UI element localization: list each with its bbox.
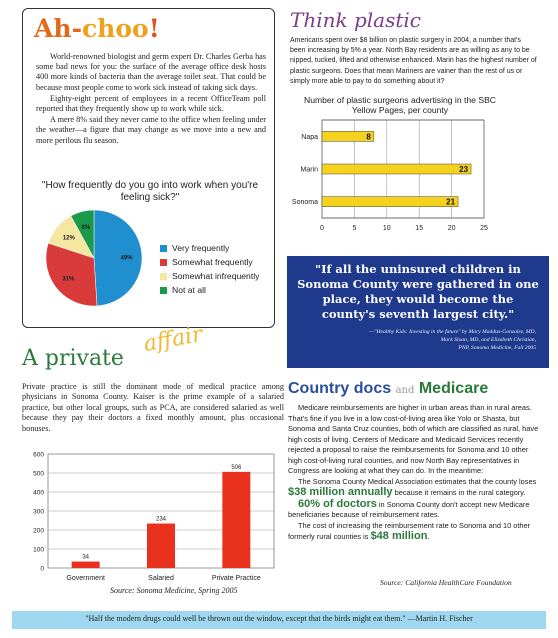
x-tick-label: 10 [382, 225, 391, 232]
pie-legend-item [160, 243, 229, 253]
pie-slice [94, 210, 142, 306]
bar-value-label: 34 [82, 554, 90, 561]
y-tick-label: 500 [33, 470, 44, 478]
y-tick-label: 100 [33, 546, 44, 554]
quote-source-line: Mark Sloan, MD, and Elizabeth Christian, [440, 337, 536, 343]
x-tick-label: 5 [352, 225, 357, 232]
legend-swatch [160, 273, 167, 280]
docs-source: Source: California HealthCare Foundation [380, 578, 512, 587]
x-tick-label: 15 [415, 225, 424, 232]
docs-title: Country docs and Medicare [288, 380, 489, 397]
y-tick-label: 300 [33, 508, 44, 516]
achoo-paragraph: World-renowned biologist and germ expert Dr. Charles Gerba has some bad news for you: the surface of the average office desk hosts 400 more kinds of bacteria than the average toilet seat. That could be because most people come to work sick instead of taking sick days. [36, 52, 266, 92]
bar-value-label: 8 [366, 132, 371, 142]
x-category-label: Salaried [148, 575, 174, 582]
y-tick-label: 600 [33, 451, 44, 459]
legend-label: Somewhat infrequently [172, 271, 260, 281]
affair-body: Private practice is still the dominant mode of medical practice among physicians in Sonoma County. Kaiser is the prime example of a salaried practice, but other local groups, such as PCA, are considered salaried as well because they pay their doctors a fixed monthly amount, plus occasional bonuses. [22, 382, 284, 433]
bar [147, 524, 175, 568]
docs-paragraph: 60% of doctors in Sonoma County don't accept new Medicare beneficiaries because of reimbursement rates. [288, 497, 530, 519]
plastic-surgeons-bar-chart [290, 118, 500, 238]
plastic-title: Think plastic [290, 8, 421, 32]
bar-value-label: 234 [155, 516, 167, 523]
x-category-label: Government [66, 575, 105, 582]
quote-text: "If all the uninsured children in Sonoma County were gathered in one place, they would become the county's seventh largest city." [297, 262, 539, 321]
pie-legend-item [160, 257, 253, 267]
y-tick-label: 400 [33, 489, 44, 497]
achoo-title: Ah-choo! [34, 14, 160, 43]
plastic-body: Americans spent over $8 billion on plastic surgery in 2004, a number that's been increasing by 5% a year. North Bay residents are as willing as any to be nipped, tucked, lifted and otherwise enhanced. Marin has the highest number of plastic surgeons. Does that mean Mariners are vainer than the rest of us or simply more able to pay to do something about it? [290, 37, 537, 85]
pie-chart [44, 208, 144, 308]
quote-source-line: —"Healthy Kids: Investing in the future" by Mary Maddux-Gonzalez, MD, [369, 329, 536, 335]
pie-chart-title: "How frequently do you go into work when you're feeling sick?" [41, 180, 259, 203]
y-tick-label: 200 [33, 527, 44, 535]
legend-swatch [160, 287, 167, 294]
pie-slice-label: 12% [62, 235, 75, 242]
legend-label: Very frequently [172, 243, 230, 253]
x-tick-label: 20 [447, 225, 456, 232]
x-tick-label: 0 [320, 225, 324, 232]
bar-value-label: 23 [459, 165, 469, 174]
y-tick-label: 0 [40, 565, 44, 573]
pie-slice-label: 49% [120, 255, 133, 262]
pie-slice-label: 8% [81, 224, 91, 231]
achoo-paragraph: Eighty-eight percent of employees in a recent OfficeTeam poll reported that they frequently show up to work while sick. [36, 93, 266, 114]
achoo-body [36, 52, 266, 147]
practice-bar-chart [18, 446, 282, 584]
affair-source: Source: Sonoma Medicine, Spring 2005 [110, 586, 238, 595]
y-category-label: Napa [301, 133, 318, 141]
docs-body [288, 403, 542, 543]
legend-swatch [160, 259, 167, 266]
bar [222, 472, 250, 568]
achoo-paragraph: A mere 8% said they never came to the office when feeling under the weather—a figure that may change as we move into a new and more perilous flu season. [36, 115, 266, 145]
docs-paragraph: Medicare reimbursements are higher in urban areas than in rural areas. That's fine if you live in a low cost-of-living area like Yolo or Shasta, but Sonoma and Santa Cruz counties, both of which are classified as rural, have high costs of living. Centers of Medicare and Medicaid Services recently rejected a proposal to raise the reimbursements for Sonoma and 10 other high cost-of-living rural counties, and now North Bay representatives in Congress are looking at what they can do. In the meantime: [288, 403, 539, 475]
docs-paragraph: The cost of increasing the reimbursement rate to Sonoma and 10 other formerly rural counties is $48 million. [288, 520, 531, 542]
legend-label: Somewhat frequently [172, 257, 253, 267]
y-category-label: Marin [300, 166, 318, 174]
pie-legend-item [160, 285, 206, 295]
x-tick-label: 25 [480, 225, 488, 232]
quote-source-line: PNP, Sonoma Medicine, Fall 2005 [458, 345, 536, 351]
affair-script-title: affair [141, 322, 205, 357]
bar [322, 164, 471, 174]
y-category-label: Sonoma [291, 199, 318, 207]
docs-paragraph: The Sonoma County Medical Association estimates that the county loses $38 million annually because it remains in the rural category. [288, 476, 537, 498]
pie-slice-label: 31% [62, 276, 75, 283]
legend-label: Not at all [172, 285, 206, 295]
bar [72, 562, 100, 568]
bar [322, 197, 458, 207]
bottom-quote: "Half the modern drugs could well be thrown out the window, except that the birds might eat them." —Martin H. Fischer [85, 614, 473, 623]
bar-value-label: 21 [446, 197, 456, 207]
legend-swatch [160, 245, 167, 252]
pie-legend-item [160, 271, 259, 281]
affair-title: A private [22, 346, 124, 371]
quote-source [300, 328, 536, 352]
x-category-label: Private Practice [211, 575, 261, 582]
bar-value-label: 506 [231, 464, 242, 471]
plastic-chart-title: Number of plastic surgeons advertising in the SBC Yellow Pages, per county [303, 95, 497, 115]
